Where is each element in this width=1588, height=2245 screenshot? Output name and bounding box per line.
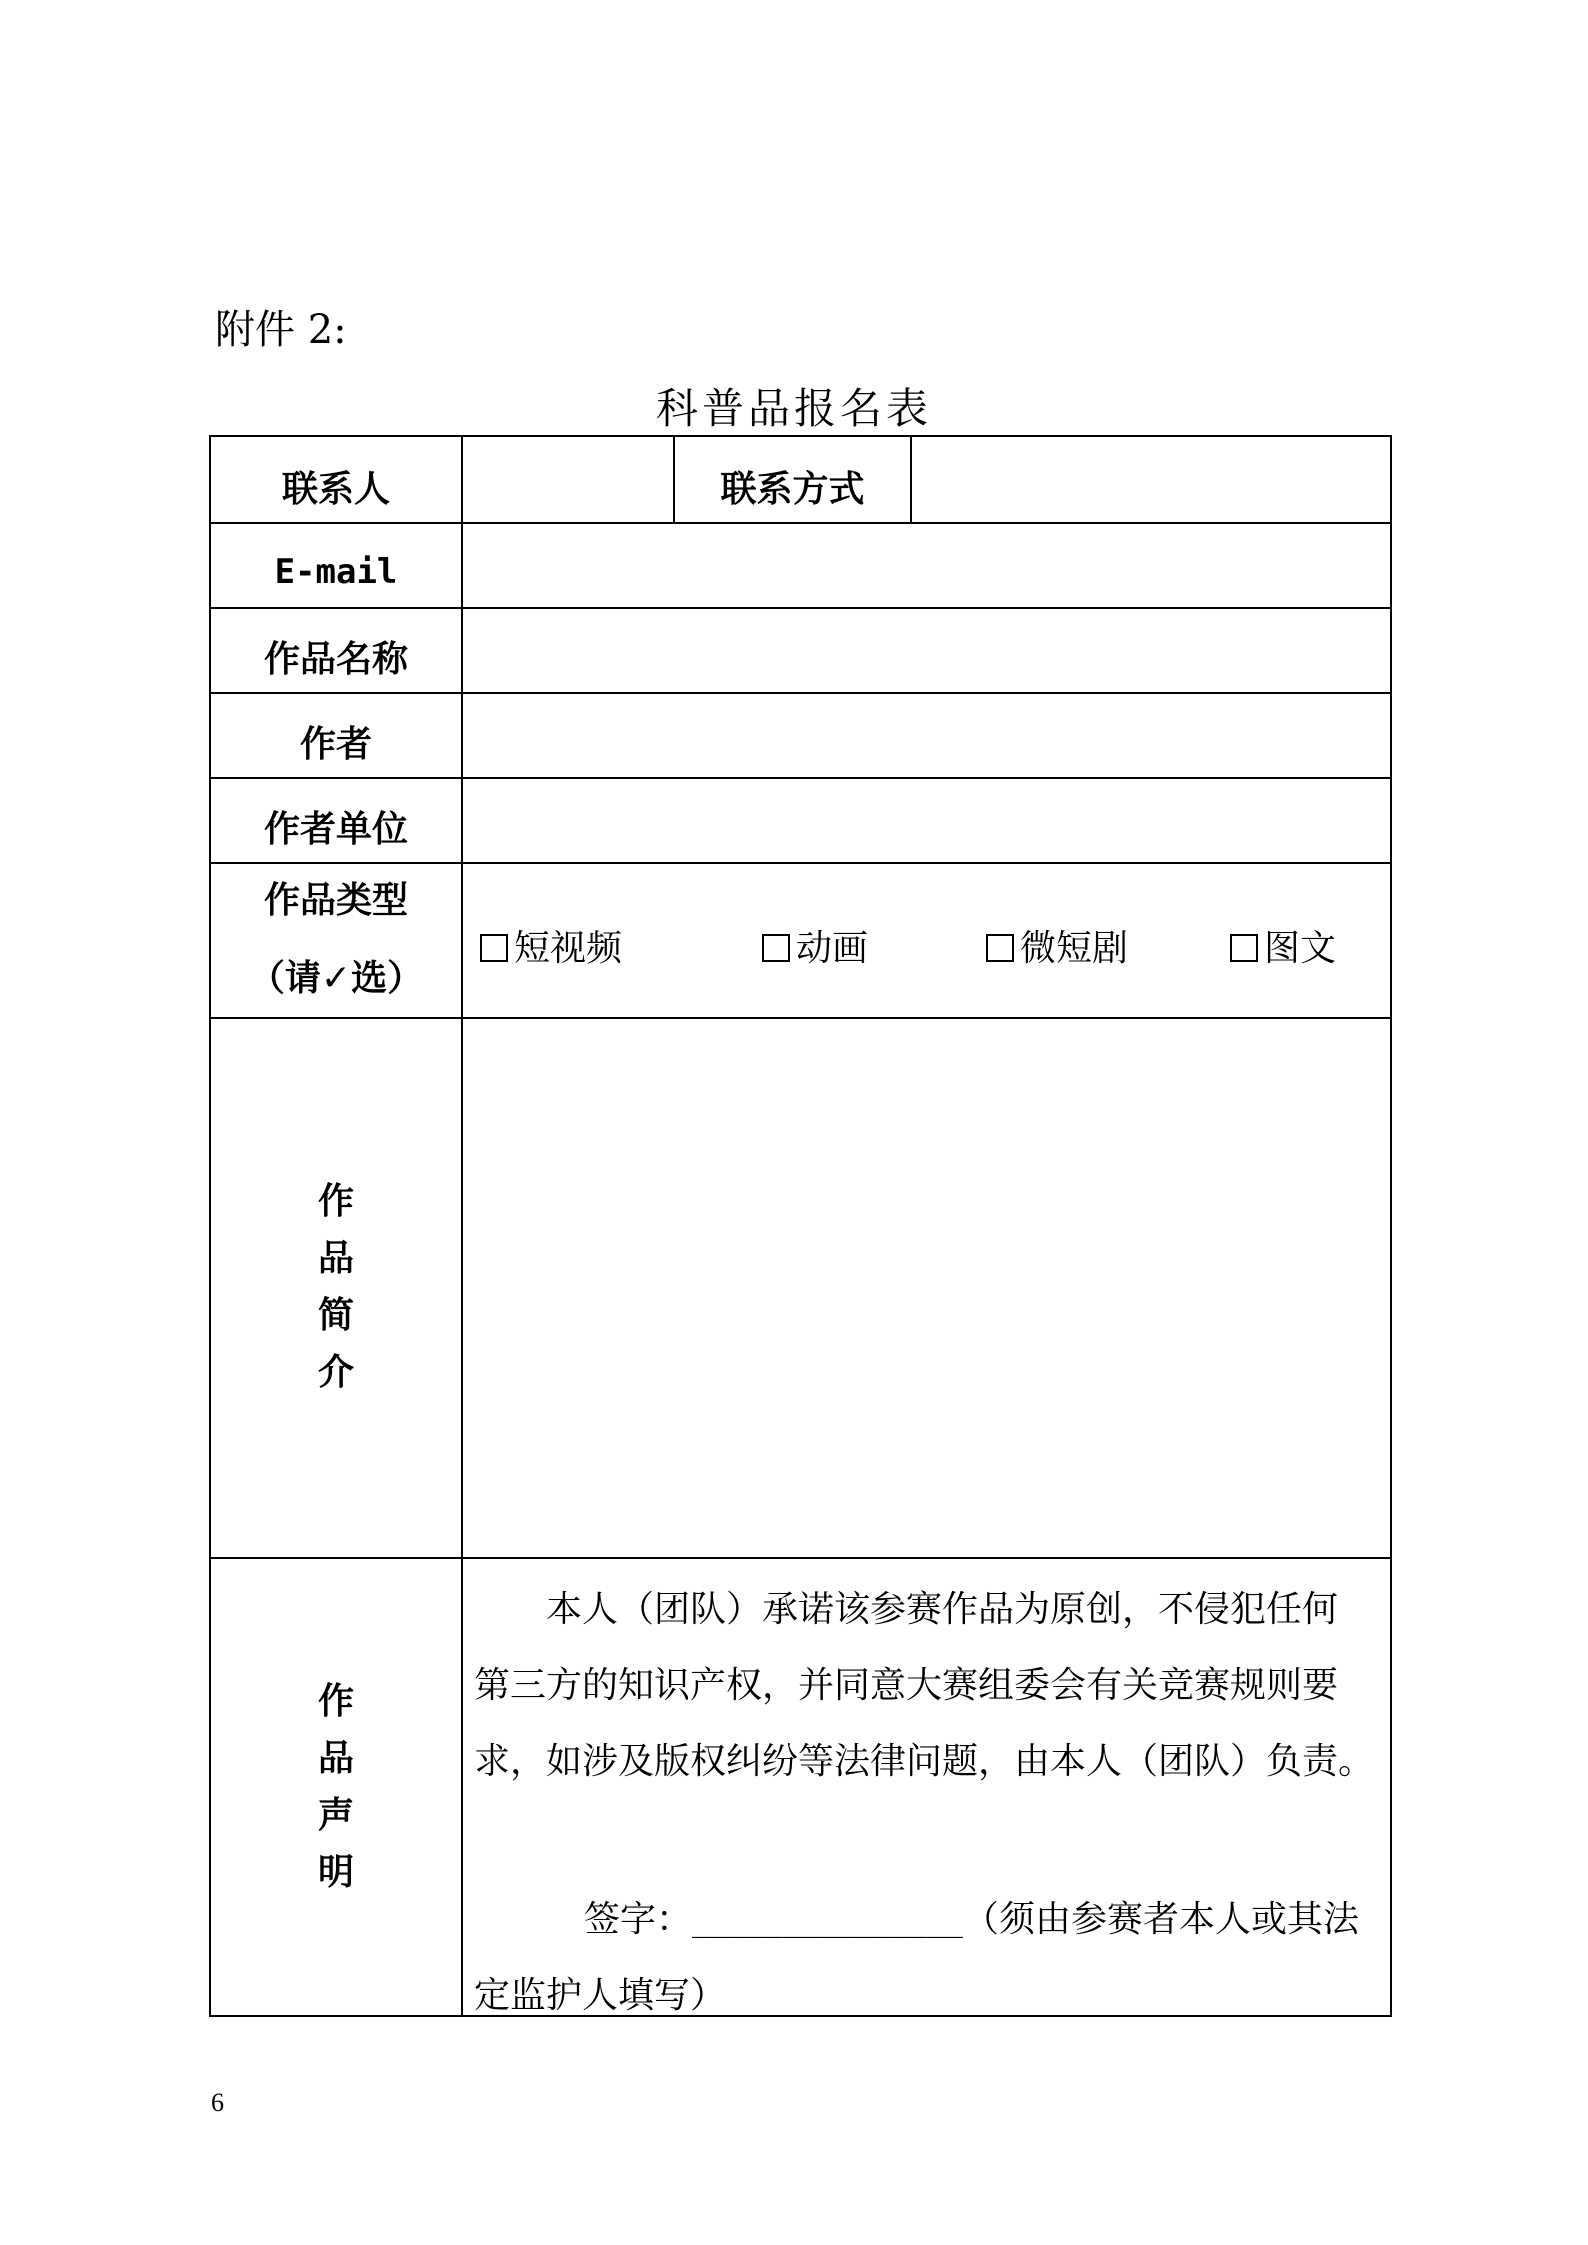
intro-char: 作 (317, 1181, 354, 1222)
statement-char: 明 (317, 1852, 354, 1893)
work-statement-label (211, 1557, 461, 2017)
option-label: 微短剧 (1020, 928, 1129, 969)
work-intro-label (211, 1017, 461, 1557)
signature-label: 签字： (584, 1899, 693, 1940)
option-micro-drama[interactable] (986, 920, 1128, 971)
work-intro-field[interactable] (463, 1017, 1390, 1557)
option-short-video[interactable] (480, 920, 622, 971)
statement-char: 品 (317, 1738, 354, 1779)
author-field[interactable] (463, 692, 1390, 777)
work-type-label-line1: 作品类型 (263, 879, 408, 921)
contact-person-field[interactable] (463, 437, 673, 522)
intro-char: 介 (317, 1352, 354, 1393)
option-image-text[interactable] (1230, 920, 1336, 971)
email-field[interactable] (463, 522, 1390, 607)
signature-note: （须由参赛者本人或其法 (962, 1899, 1359, 1940)
contact-method-field[interactable] (912, 437, 1390, 522)
statement-line-2: 第三方的知识产权，并同意大赛组委会有关竞赛规则要 (474, 1665, 1339, 1706)
work-type-label-line2: （请✓选） (248, 957, 424, 999)
author-unit-field[interactable] (463, 777, 1390, 862)
page-number: 6 (211, 2088, 224, 2117)
signature-note-line-2: 定监护人填写） (474, 1975, 727, 2016)
checkbox-icon[interactable] (986, 934, 1014, 962)
signature-blank[interactable]: _______________ (692, 1904, 963, 1939)
intro-char: 简 (317, 1295, 354, 1336)
statement-char: 作 (317, 1681, 354, 1722)
option-label: 动画 (796, 928, 869, 969)
form-title: 科普品报名表 (655, 384, 932, 433)
signature-line (474, 1882, 1386, 1960)
statement-line-3: 求，如涉及版权纠纷等法律问题，由本人（团队）负责。 (474, 1741, 1375, 1782)
option-label: 图文 (1264, 928, 1337, 969)
intro-char: 品 (317, 1238, 354, 1279)
work-type-label (211, 862, 461, 1017)
option-animation[interactable] (762, 920, 868, 971)
attachment-label: 附件 2: (215, 307, 347, 353)
statement-char: 声 (317, 1795, 354, 1836)
contact-person-label: 联系人 (281, 469, 390, 510)
author-unit-label: 作者单位 (263, 809, 408, 850)
checkbox-icon[interactable] (1230, 934, 1258, 962)
option-label: 短视频 (514, 928, 623, 969)
statement-line-1: 本人（团队）承诺该参赛作品为原创，不侵犯任何 (546, 1589, 1339, 1630)
checkbox-icon[interactable] (762, 934, 790, 962)
work-name-field[interactable] (463, 607, 1390, 692)
author-label: 作者 (299, 724, 372, 765)
email-label: E-mail (274, 551, 398, 592)
work-name-label: 作品名称 (263, 639, 408, 680)
contact-method-label: 联系方式 (720, 469, 865, 510)
checkbox-icon[interactable] (480, 934, 508, 962)
